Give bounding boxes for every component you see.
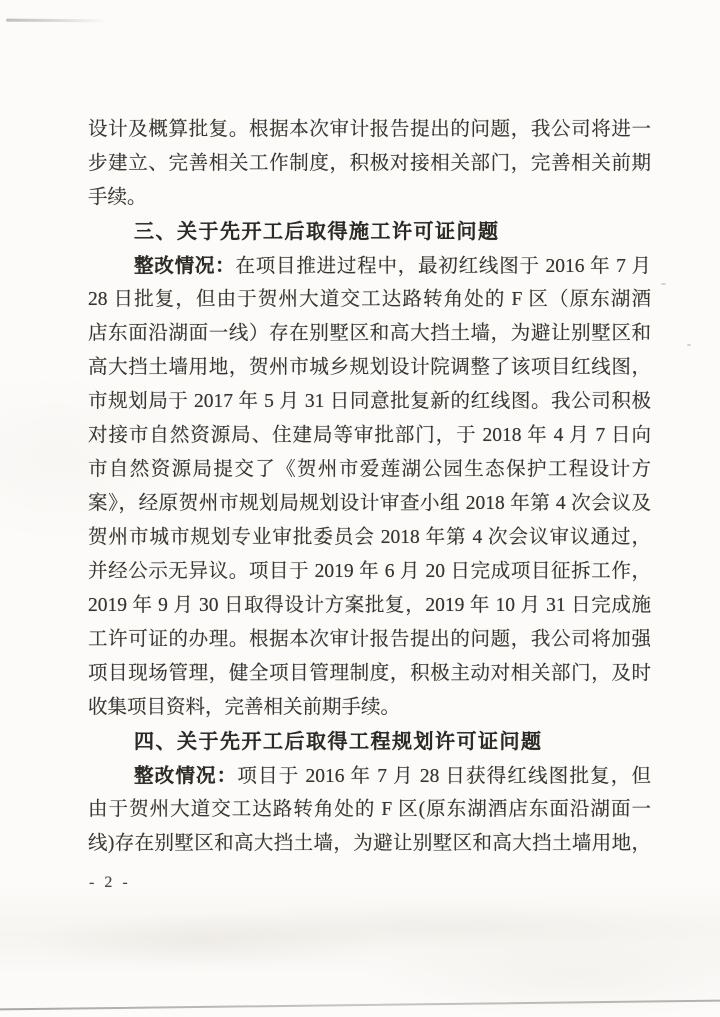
text-line: 步建立、完善相关工作制度，积极对接相关部门，完善相关前期: [88, 153, 651, 174]
text-line: 市规划局于 2017 年 5 月 31 日同意批复新的红线图。我公司积极: [88, 391, 651, 412]
text-line: 线)存在别墅区和高大挡土墙，为避让别墅区和高大挡土墙用地，: [88, 833, 651, 854]
paragraph-lead-bold: 整改情况：: [134, 765, 238, 787]
text-line: 对接市自然资源局、住建局等审批部门，于 2018 年 4 月 7 日向: [88, 425, 651, 446]
scan-paper-edge-line: [0, 1000, 720, 1011]
scan-speck: [687, 344, 691, 346]
text-line: 手续。: [88, 187, 147, 208]
text-line: 高大挡土墙用地，贺州市城乡规划设计院调整了该项目红线图，: [88, 357, 651, 378]
text-line: [88, 249, 651, 283]
text-line: 店东面沿湖面一线）存在别墅区和高大挡土墙，为避让别墅区和: [88, 323, 651, 344]
document-body: [88, 113, 651, 861]
text-line: 并经公示无异议。项目于 2019 年 6 月 20 日完成项目征拆工作，: [88, 561, 651, 582]
paragraph-lead-bold: 整改情况：: [134, 255, 236, 277]
text-line: [88, 759, 651, 793]
text-line: 2019 年 9 月 30 日取得设计方案批复，2019 年 10 月 31 日完成施: [88, 595, 651, 616]
text-line: 收集项目资料，完善相关前期手续。: [88, 697, 401, 718]
section-heading-4: 四、关于先开工后取得工程规划许可证问题: [134, 731, 543, 753]
text-line: 案》，经原贺州市规划局规划设计审查小组 2018 年第 4 次会议及: [88, 493, 651, 514]
text-line: 贺州市城市规划专业审批委员会 2018 年第 4 次会议审议通过，: [88, 527, 651, 548]
text-line: 项目现场管理，健全项目管理制度，积极主动对相关部门，及时: [88, 663, 651, 684]
text-line: 28 日批复，但由于贺州大道交工达路转角处的 F 区（原东湖酒: [88, 289, 651, 310]
page-number: - 2 -: [89, 874, 131, 891]
text-line: 由于贺州大道交工达路转角处的 F 区(原东湖酒店东面沿湖面一: [88, 799, 651, 820]
text-line-body: 在项目推进过程中，最初红线图于 2016 年 7 月: [235, 256, 651, 277]
section-heading-3: 三、关于先开工后取得施工许可证问题: [134, 221, 500, 243]
text-line: 工许可证的办理。根据本次审计报告提出的问题，我公司将加强: [88, 629, 651, 650]
text-line-body: 项目于 2016 年 7 月 28 日获得红线图批复，但: [237, 766, 651, 787]
text-line: 市自然资源局提交了《贺州市爱莲湖公园生态保护工程设计方: [88, 459, 651, 480]
text-line: 设计及概算批复。根据本次审计报告提出的问题，我公司将进一: [88, 119, 651, 140]
scan-artifact-smudge: [6, 19, 108, 23]
scan-speck: [661, 283, 666, 285]
